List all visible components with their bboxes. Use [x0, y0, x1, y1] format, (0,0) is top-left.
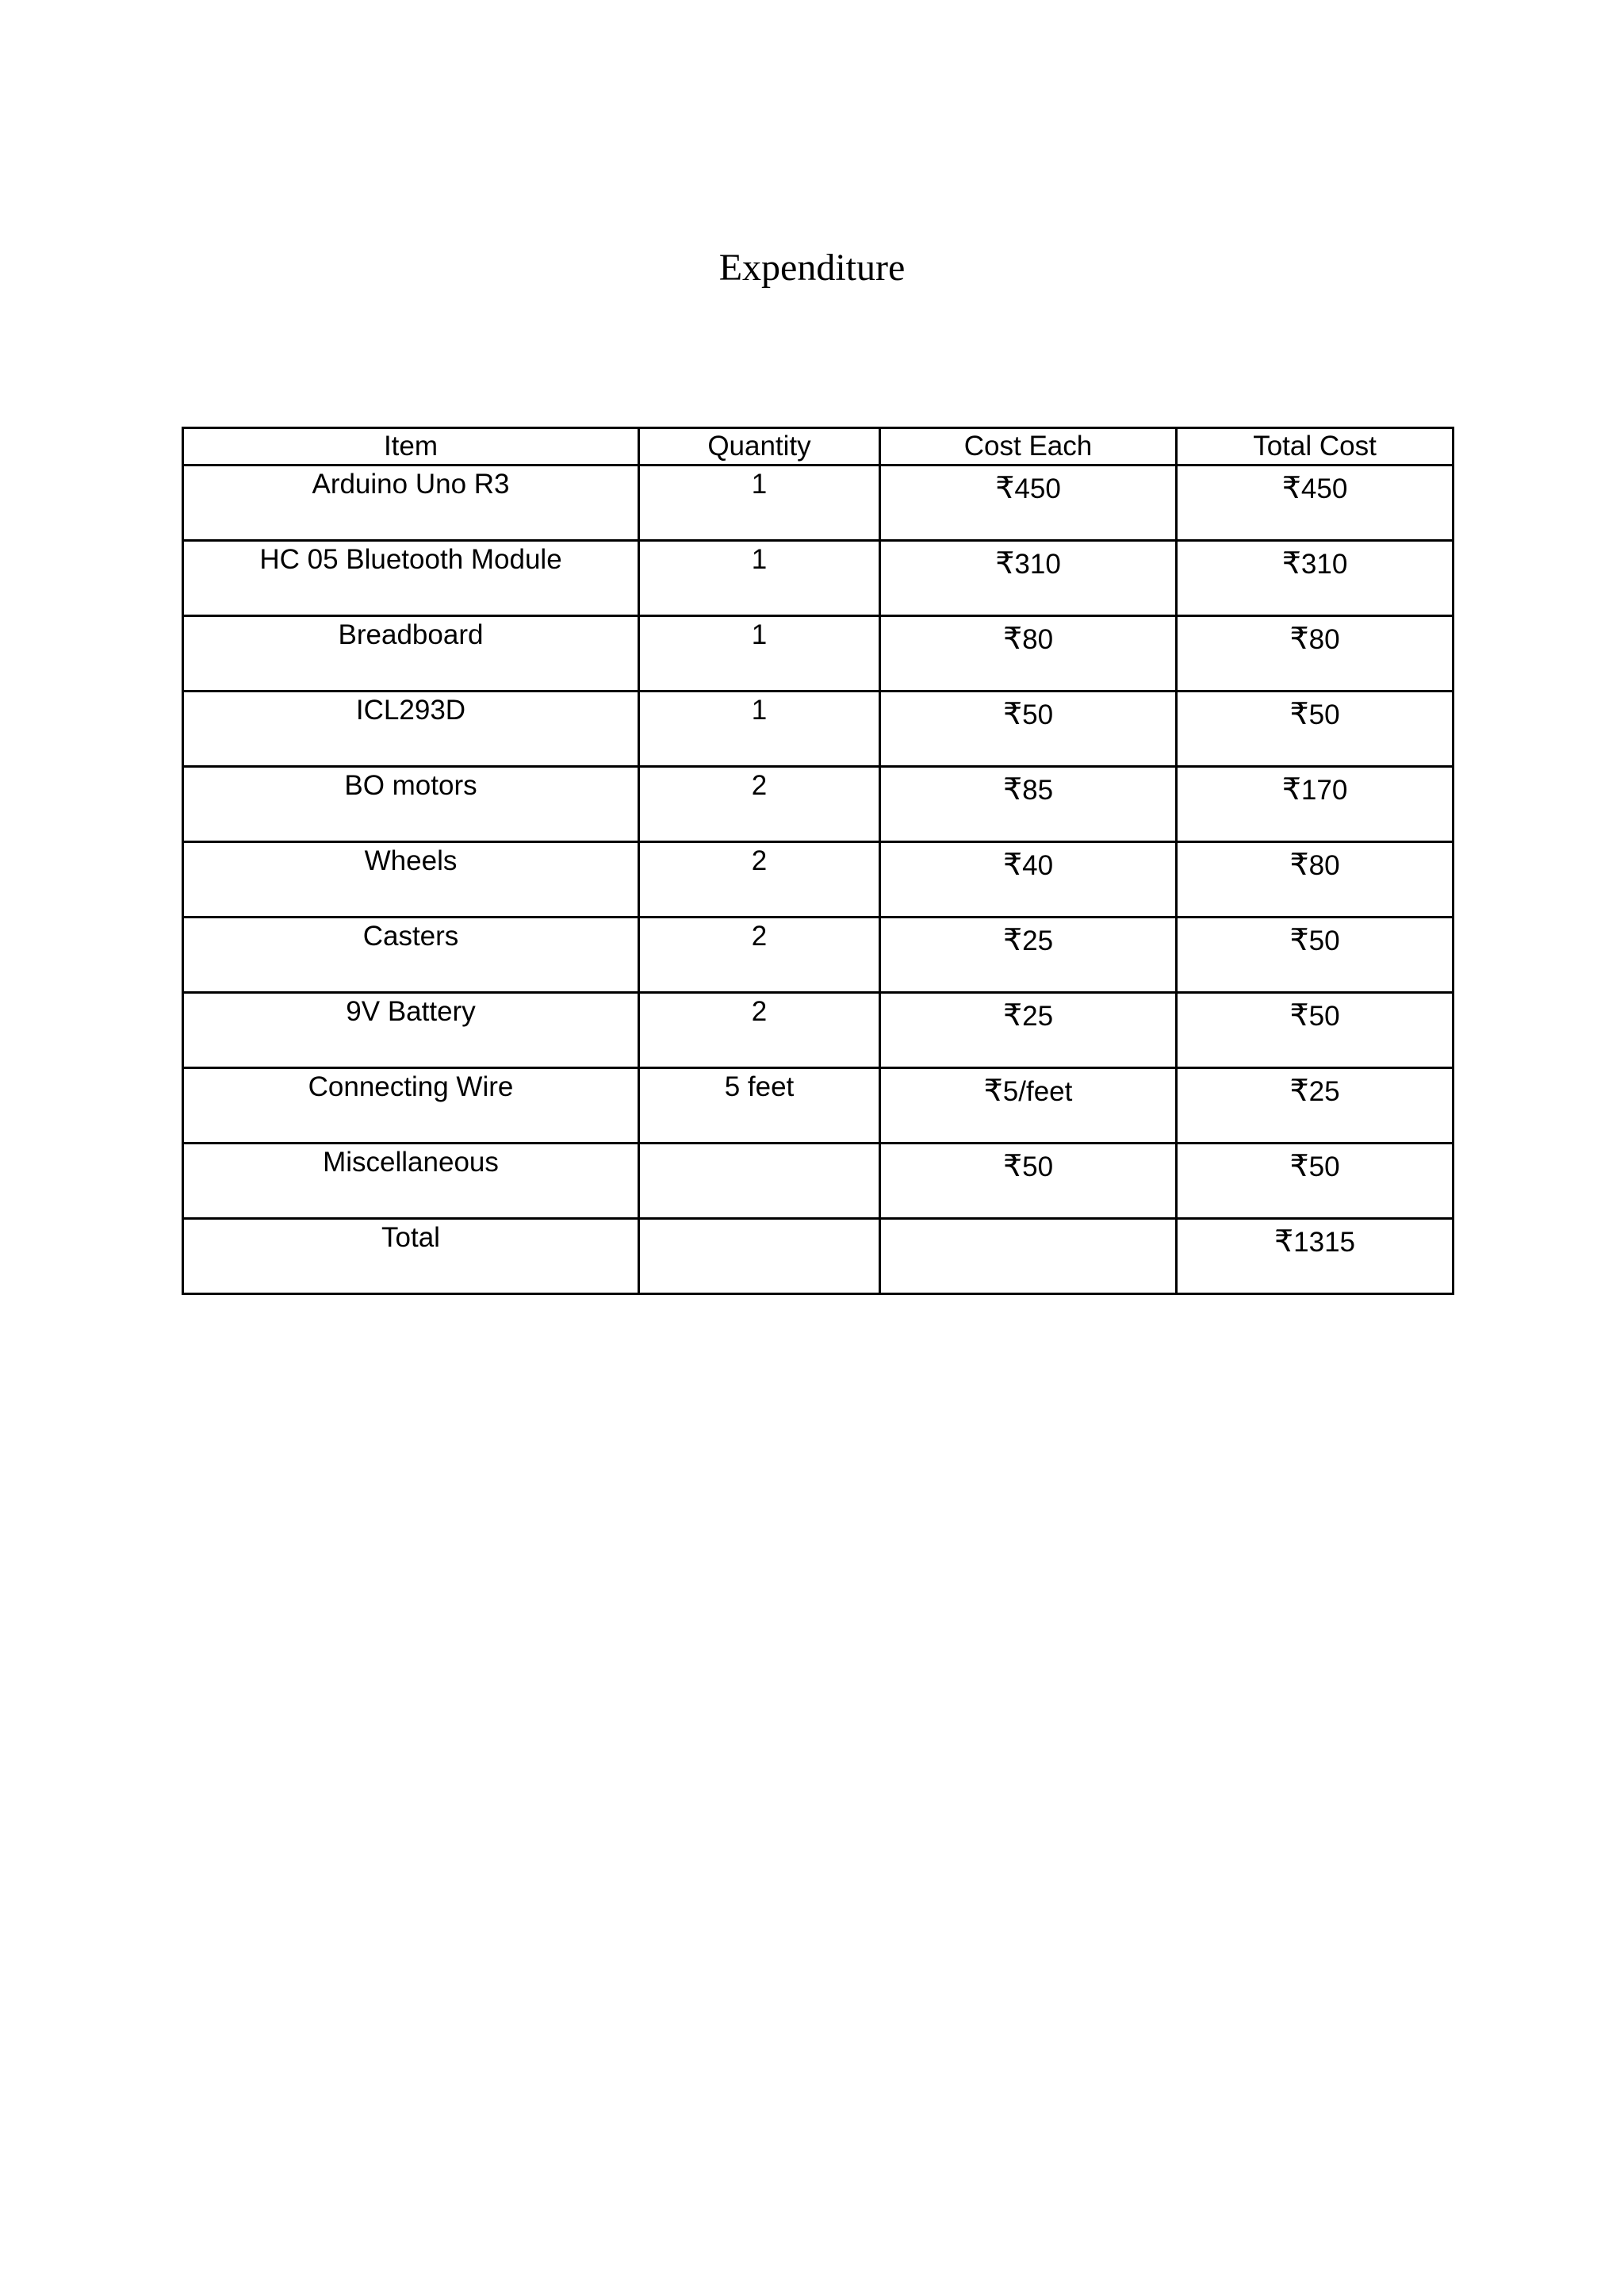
cost-each-cell [880, 1144, 1177, 1219]
total-cost-cell [1177, 918, 1454, 993]
quantity-value: 1 [751, 469, 768, 500]
cost-each-cell [880, 541, 1177, 616]
total-cost-value: 310 [1300, 549, 1348, 580]
total-cost-cell [1177, 466, 1454, 541]
rupee-symbol: ₹ [1289, 847, 1309, 882]
total-cost-cell [1177, 1068, 1454, 1144]
rupee-symbol: ₹ [1289, 696, 1309, 731]
table-row [183, 918, 1454, 993]
total-cost-cell [1177, 767, 1454, 842]
cost-each-cell [880, 767, 1177, 842]
item-name: Wheels [364, 845, 458, 876]
item-name: Miscellaneous [323, 1147, 499, 1178]
quantity-value: 2 [751, 845, 768, 876]
item-cell [183, 692, 639, 767]
total-row [183, 1219, 1454, 1294]
cost-each-cell [880, 842, 1177, 918]
rupee-symbol: ₹ [1289, 1073, 1309, 1108]
item-name: Arduino Uno R3 [312, 469, 510, 500]
total-cost-cell [1177, 842, 1454, 918]
total-label-cell [183, 1219, 639, 1294]
total-cost-value: 80 [1308, 624, 1340, 655]
quantity-value: 1 [751, 619, 768, 650]
quantity-cell [639, 767, 880, 842]
item-name: ICL293D [355, 695, 466, 726]
total-label: Total [381, 1222, 440, 1253]
quantity-cell [639, 541, 880, 616]
total-cost-cell [1177, 692, 1454, 767]
table-row [183, 1068, 1454, 1144]
rupee-symbol: ₹ [1002, 998, 1023, 1033]
total-cost-value: 170 [1300, 775, 1348, 806]
quantity-cell [639, 993, 880, 1068]
column-header-quantity: Quantity [639, 428, 880, 466]
item-name: Casters [362, 921, 459, 952]
rupee-symbol: ₹ [1289, 1148, 1309, 1183]
item-name: Breadboard [338, 619, 484, 650]
quantity-cell [639, 616, 880, 692]
item-cell [183, 616, 639, 692]
rupee-symbol: ₹ [1281, 546, 1301, 580]
cost-each-value: 25 [1022, 925, 1054, 956]
quantity-cell [639, 466, 880, 541]
table-row [183, 842, 1454, 918]
item-cell [183, 767, 639, 842]
cost-each-value: 50 [1022, 1151, 1054, 1182]
total-cost-cell [1177, 616, 1454, 692]
total-cost-value: 50 [1308, 925, 1340, 956]
total-cost-value: 25 [1308, 1076, 1340, 1107]
item-cell [183, 842, 639, 918]
quantity-value: 2 [751, 921, 768, 952]
total-cost-cell [1177, 541, 1454, 616]
rupee-symbol: ₹ [1002, 922, 1023, 957]
item-name: BO motors [344, 770, 477, 801]
rupee-symbol: ₹ [1002, 772, 1023, 807]
table-row [183, 692, 1454, 767]
total-cost-cell [1177, 1144, 1454, 1219]
cost-each-value: 85 [1022, 775, 1054, 806]
rupee-symbol: ₹ [1289, 621, 1309, 656]
column-header-cost-each: Cost Each [880, 428, 1177, 466]
item-cell [183, 993, 639, 1068]
cost-each-cell [880, 616, 1177, 692]
cost-each-value: 450 [1014, 473, 1061, 504]
quantity-value: 1 [751, 695, 768, 726]
item-cell [183, 1144, 639, 1219]
column-header-item: Item [183, 428, 639, 466]
quantity-value: 2 [751, 770, 768, 801]
total-cost-value: 50 [1308, 1001, 1340, 1032]
cost-each-value: 5/feet [1002, 1076, 1073, 1107]
item-cell [183, 466, 639, 541]
rupee-symbol: ₹ [1002, 1148, 1023, 1183]
grand-total-cell [1177, 1219, 1454, 1294]
rupee-symbol: ₹ [983, 1073, 1003, 1108]
cost-each-value: 310 [1014, 549, 1061, 580]
cost-each-value: 80 [1022, 624, 1054, 655]
cost-each-cell [880, 692, 1177, 767]
rupee-symbol: ₹ [1281, 772, 1301, 807]
rupee-symbol: ₹ [1274, 1224, 1294, 1259]
grand-total-value: 1315 [1293, 1227, 1356, 1258]
rupee-symbol: ₹ [995, 546, 1015, 580]
item-name: Connecting Wire [308, 1071, 514, 1102]
cost-each-value: 25 [1022, 1001, 1054, 1032]
total-cost-cell [1177, 993, 1454, 1068]
table-row [183, 993, 1454, 1068]
cost-each-value: 40 [1022, 850, 1054, 881]
table-row [183, 541, 1454, 616]
quantity-value: 1 [751, 544, 768, 575]
table-row [183, 1144, 1454, 1219]
empty-cell [880, 1219, 1177, 1294]
cost-each-cell [880, 466, 1177, 541]
cost-each-cell [880, 1068, 1177, 1144]
quantity-value: 5 feet [724, 1071, 795, 1102]
item-name: HC 05 Bluetooth Module [259, 544, 562, 575]
table-header-row [183, 428, 1454, 466]
cost-each-cell [880, 918, 1177, 993]
page-title: Expenditure [718, 247, 906, 289]
empty-cell [639, 1219, 880, 1294]
table-row [183, 466, 1454, 541]
cost-each-cell [880, 993, 1177, 1068]
total-cost-value: 80 [1308, 850, 1340, 881]
rupee-symbol: ₹ [1289, 998, 1309, 1033]
rupee-symbol: ₹ [995, 470, 1015, 505]
table-row [183, 616, 1454, 692]
total-cost-value: 50 [1308, 1151, 1340, 1182]
item-name: 9V Battery [346, 996, 476, 1027]
quantity-value [640, 1144, 879, 1146]
item-cell [183, 918, 639, 993]
rupee-symbol: ₹ [1002, 847, 1023, 882]
cost-each-value: 50 [1022, 699, 1054, 730]
table-row [183, 767, 1454, 842]
quantity-cell [639, 842, 880, 918]
item-cell [183, 541, 639, 616]
rupee-symbol: ₹ [1281, 470, 1301, 505]
quantity-cell [639, 918, 880, 993]
rupee-symbol: ₹ [1002, 696, 1023, 731]
quantity-cell [639, 1068, 880, 1144]
expenditure-table [182, 427, 1454, 1295]
quantity-value: 2 [751, 996, 768, 1027]
total-cost-value: 50 [1308, 699, 1340, 730]
total-cost-value: 450 [1300, 473, 1348, 504]
item-cell [183, 1068, 639, 1144]
column-header-total-cost: Total Cost [1177, 428, 1454, 466]
quantity-cell [639, 692, 880, 767]
rupee-symbol: ₹ [1002, 621, 1023, 656]
rupee-symbol: ₹ [1289, 922, 1309, 957]
quantity-cell [639, 1144, 880, 1219]
